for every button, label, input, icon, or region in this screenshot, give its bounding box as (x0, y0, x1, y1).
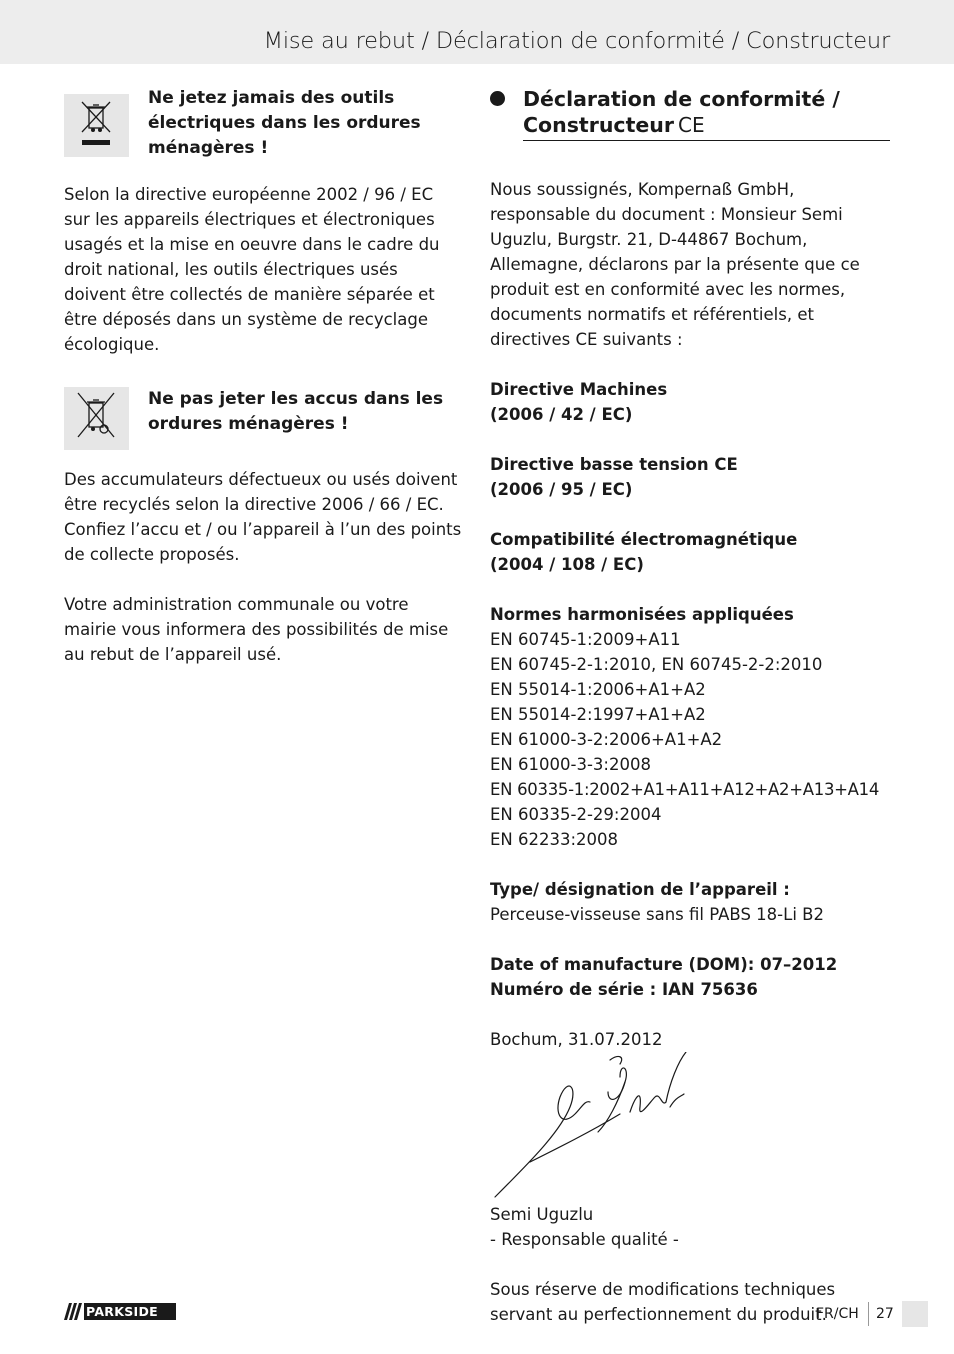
region-label: FR/CH (816, 1306, 859, 1322)
page-number: 27 (876, 1306, 894, 1322)
norm-item: EN 55014-1:2006+A1+A2 (490, 680, 706, 699)
disposal-paragraph: Selon la directive européenne 2002 / 96 / EC sur les appareils électriques et électroniques usagés et la mise en oeuvre dans le cadre du droit national, les outils électriques usés doivent être collectés de manière séparée et être déposés dans un système de recyclage écologique. (64, 185, 440, 354)
warning-batteries-text: Ne pas jeter les accus dans les ordures ménagères ! (148, 389, 444, 434)
signature-image (490, 1052, 890, 1202)
type-value: Perceuse-visseuse sans fil PABS 18-Li B2 (490, 905, 824, 924)
norm-item: EN 61000-3-3:2008 (490, 755, 651, 774)
directive-machines: Directive Machines (490, 380, 668, 399)
norm-item: EN 55014-2:1997+A1+A2 (490, 705, 706, 724)
directive-emc: Compatibilité électromagnétique (490, 530, 798, 549)
battery-paragraph: Des accumulateurs défectueux ou usés doivent être recyclés selon la directive 2006 / 66 / EC. Confiez l’accu et / ou l’appareil à l’un des points de collecte proposés. (64, 470, 462, 564)
technical-reserve: Sous réserve de modifications techniques servant au perfectionnement du produit. (490, 1280, 836, 1324)
brand-name: PARKSIDE (86, 1304, 158, 1319)
crossed-bin-battery-icon (64, 387, 129, 450)
type-title: Type/ désignation de l’appareil : (490, 880, 790, 899)
footer-marker (902, 1301, 928, 1327)
right-column (490, 86, 890, 1327)
norm-item: EN 61000-3-2:2006+A1+A2 (490, 730, 723, 749)
norms-title: Normes harmonisées appliquées (490, 605, 794, 624)
norm-item: EN 60335-2-29:2004 (490, 805, 662, 824)
norm-item: EN 60745-2-1:2010, EN 60745-2-2:2010 (490, 655, 823, 674)
warning-batteries (64, 379, 464, 449)
declaration-intro: Nous soussignés, Kompernaß GmbH, responsable du document : Monsieur Semi Uguzlu, Burgstr. 21, D-44867 Bochum, Allemagne, déclarons par la présente que ce produit est en conformité avec les normes, documents normatifs et référentiels, et directives CE suivants : (490, 180, 860, 349)
page-title: Mise au rebut / Déclaration de conformité / Constructeur (263, 28, 890, 54)
norm-item: EN 60335-1:2002+A1+A11+A12+A2+A13+A14 (490, 780, 880, 799)
section-title: Déclaration de conformité / Constructeur CE (523, 86, 890, 141)
date-of-manufacture: Date of manufacture (DOM): 07–2012 (490, 955, 838, 974)
left-column (64, 86, 464, 667)
ce-mark-icon: CE (678, 113, 705, 137)
norm-item: EN 60745-1:2009+A11 (490, 630, 681, 649)
footer-divider (868, 1302, 869, 1326)
place-date: Bochum, 31.07.2012 (490, 1030, 663, 1049)
signer-name: Semi Uguzlu (490, 1205, 594, 1224)
parkside-logo (64, 1303, 176, 1320)
warning-tools-text: Ne jetez jamais des outils électriques dans les ordures ménagères ! (148, 88, 421, 158)
norm-item: EN 62233:2008 (490, 830, 619, 849)
administration-paragraph: Votre administration communale ou votre mairie vous informera des possibilités de mise au rebut de l’appareil usé. (64, 595, 449, 664)
directive-machines-code: (2006 / 42 / EC) (490, 405, 633, 424)
serial-number: Numéro de série : IAN 75636 (490, 980, 758, 999)
directive-low-voltage-code: (2006 / 95 / EC) (490, 480, 633, 499)
warning-tools (64, 86, 464, 156)
page-header (0, 0, 954, 64)
directive-emc-code: (2004 / 108 / EC) (490, 555, 644, 574)
signer-role: - Responsable qualité - (490, 1230, 679, 1249)
crossed-bin-icon (64, 94, 129, 157)
bullet-icon (490, 91, 505, 106)
section-heading (490, 86, 890, 141)
directive-low-voltage: Directive basse tension CE (490, 455, 738, 474)
